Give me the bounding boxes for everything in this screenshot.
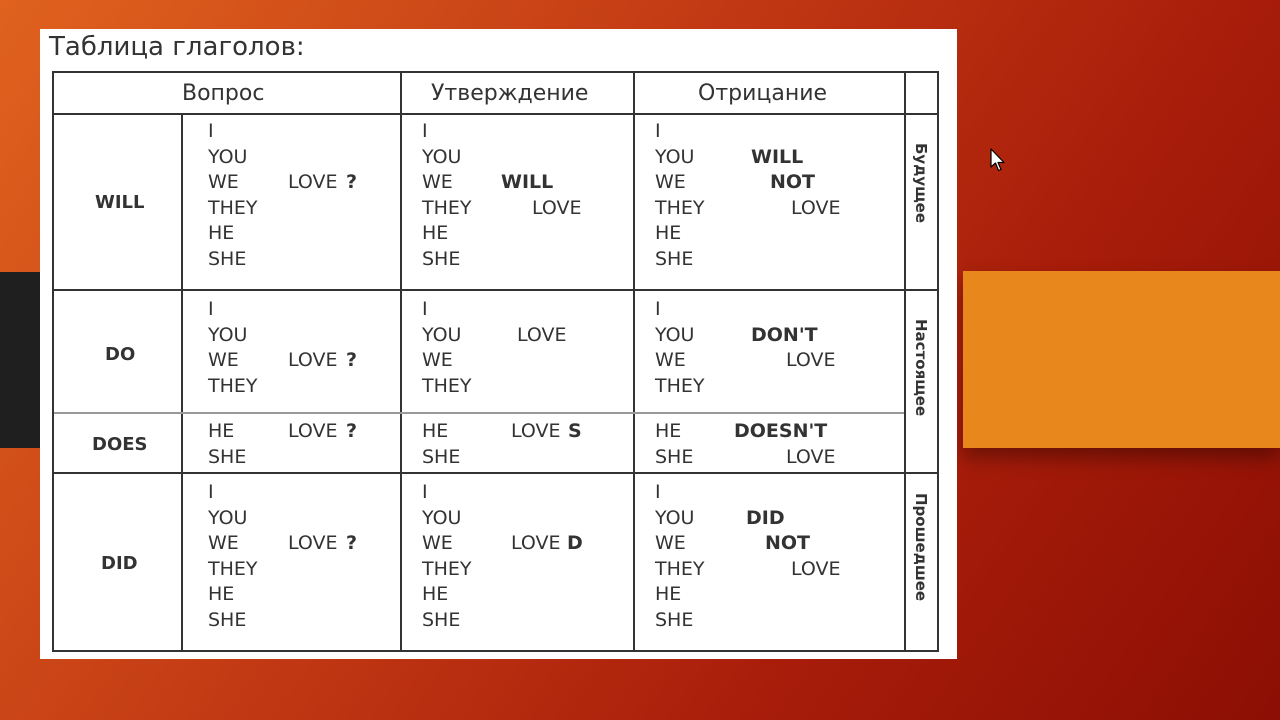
pronoun: WE [208,171,239,193]
pronoun: SHE [655,608,694,631]
question-mark: ? [346,420,358,442]
verb: LOVE [511,532,561,554]
pronoun: WE [655,349,686,371]
verb: LOVE [288,349,338,371]
pronoun: I [655,481,661,503]
side-label-present: Настоящее [912,319,930,417]
verb: LOVE [786,445,836,468]
row-label-did: DID [101,553,138,574]
pronoun: THEY [655,557,705,580]
auxiliary: WILL [501,171,554,193]
pronoun: YOU [655,506,695,529]
divider [54,472,937,474]
header-question: Вопрос [182,81,265,106]
pronoun: YOU [208,506,248,529]
pronoun: HE [422,420,449,442]
negation: NOT [765,532,811,554]
pronoun: YOU [655,145,695,168]
pronoun: I [655,120,661,142]
pronoun: SHE [208,608,247,631]
divider [904,73,906,652]
verb: LOVE [786,349,836,371]
divider [633,73,635,652]
pronoun: SHE [422,445,461,468]
header-affirmative: Утверждение [431,81,589,106]
pronoun: HE [422,222,449,244]
pronoun: YOU [655,323,695,346]
verb-table [52,71,939,652]
pronoun: THEY [208,374,258,397]
pronoun: WE [422,171,453,193]
pronoun: HE [422,583,449,605]
pronoun: THEY [422,557,472,580]
pronoun: I [655,298,661,320]
verb: LOVE [517,323,567,346]
pronoun: I [208,481,214,503]
pronoun: THEY [422,196,472,219]
right-decor-block [963,271,1280,448]
pronoun: SHE [655,247,694,270]
auxiliary: DID [746,506,785,529]
divider [54,289,937,291]
pronoun: I [422,481,428,503]
divider [54,113,937,115]
verb: LOVE [288,420,338,442]
divider [400,73,402,652]
verb-suffix: S [568,420,582,442]
pronoun: THEY [422,374,472,397]
pronoun: SHE [208,445,247,468]
row-label-will: WILL [95,192,145,213]
negation: NOT [770,171,816,193]
question-mark: ? [346,349,358,371]
pronoun: YOU [422,323,462,346]
row-label-does: DOES [92,434,148,455]
verb: LOVE [288,532,338,554]
verb-suffix: D [567,532,583,554]
side-label-future: Будущее [912,143,930,224]
pronoun: WE [655,532,686,554]
divider [54,412,904,414]
verb: LOVE [791,196,841,219]
pronoun: I [422,120,428,142]
pronoun: WE [655,171,686,193]
pronoun: WE [422,532,453,554]
header-negative: Отрицание [698,81,828,106]
auxiliary: WILL [751,145,804,168]
negation: DOESN'T [734,420,828,442]
question-mark: ? [346,532,358,554]
pronoun: I [422,298,428,320]
pronoun: HE [208,420,235,442]
pronoun: SHE [208,247,247,270]
verb-table-image [40,29,957,659]
verb: LOVE [288,171,338,193]
pronoun: THEY [655,374,705,397]
verb: LOVE [791,557,841,580]
pronoun: SHE [422,247,461,270]
pronoun: YOU [208,145,248,168]
pronoun: HE [208,222,235,244]
pronoun: HE [655,420,682,442]
pronoun: YOU [422,145,462,168]
pronoun: THEY [655,196,705,219]
mouse-cursor-icon [990,148,1006,174]
page-title: Таблица глаголов: [49,32,305,62]
verb: LOVE [532,196,582,219]
pronoun: WE [422,349,453,371]
pronoun: WE [208,349,239,371]
pronoun: YOU [422,506,462,529]
pronoun: I [208,298,214,320]
side-label-past: Прошедшее [912,493,930,602]
pronoun: HE [655,583,682,605]
verb: LOVE [511,420,561,442]
left-decor-bar [0,272,40,448]
negation: DON'T [751,323,818,346]
pronoun: SHE [655,445,694,468]
row-label-do: DO [105,344,136,365]
pronoun: THEY [208,557,258,580]
pronoun: YOU [208,323,248,346]
pronoun: I [208,120,214,142]
question-mark: ? [346,171,358,193]
pronoun: HE [208,583,235,605]
pronoun: SHE [422,608,461,631]
pronoun: THEY [208,196,258,219]
divider [181,113,183,652]
pronoun: WE [208,532,239,554]
pronoun: HE [655,222,682,244]
